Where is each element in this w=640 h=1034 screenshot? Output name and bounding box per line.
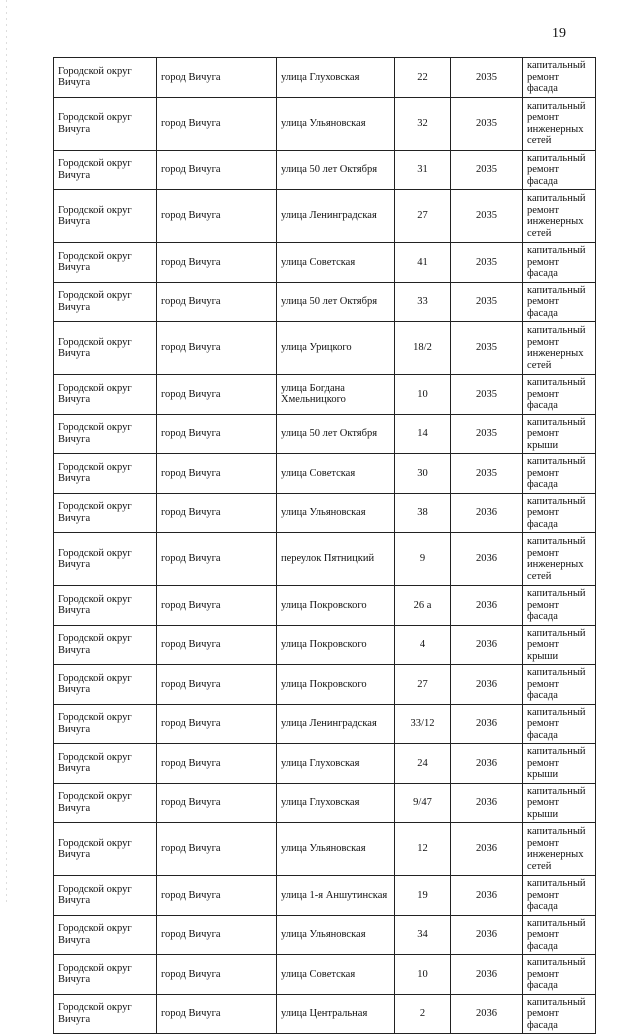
cell-year: 2036	[451, 704, 523, 744]
cell-year: 2036	[451, 744, 523, 784]
cell-work-type: капитальный ремонт фасада	[523, 58, 596, 98]
cell-settlement: город Вичуга	[157, 533, 277, 586]
cell-street: улица Глуховская	[277, 744, 395, 784]
cell-house-number: 30	[395, 454, 451, 494]
repair-schedule-table	[53, 57, 596, 1034]
cell-municipal-district: Городской округ Вичуга	[54, 744, 157, 784]
cell-year: 2035	[451, 375, 523, 415]
table-row	[54, 414, 596, 454]
table-row	[54, 823, 596, 876]
cell-house-number: 4	[395, 625, 451, 665]
table-row	[54, 454, 596, 494]
cell-municipal-district: Городской округ Вичуга	[54, 994, 157, 1034]
cell-year: 2036	[451, 625, 523, 665]
cell-house-number: 18/2	[395, 322, 451, 375]
cell-settlement: город Вичуга	[157, 97, 277, 150]
cell-year: 2036	[451, 533, 523, 586]
table-row	[54, 994, 596, 1034]
cell-work-type: капитальный ремонт фасада	[523, 243, 596, 283]
cell-settlement: город Вичуга	[157, 823, 277, 876]
cell-street: улица Советская	[277, 243, 395, 283]
table-row	[54, 783, 596, 823]
cell-work-type: капитальный ремонт фасада	[523, 375, 596, 415]
cell-house-number: 33	[395, 282, 451, 322]
cell-house-number: 33/12	[395, 704, 451, 744]
cell-street: улица 50 лет Октября	[277, 414, 395, 454]
table-row	[54, 375, 596, 415]
cell-year: 2036	[451, 876, 523, 916]
table-row	[54, 322, 596, 375]
cell-settlement: город Вичуга	[157, 282, 277, 322]
cell-street: улица Ленинградская	[277, 190, 395, 243]
cell-settlement: город Вичуга	[157, 955, 277, 995]
table-row	[54, 665, 596, 705]
cell-work-type: капитальный ремонт фасада	[523, 915, 596, 955]
cell-year: 2035	[451, 150, 523, 190]
cell-year: 2036	[451, 586, 523, 626]
table-row	[54, 744, 596, 784]
cell-street: улица Глуховская	[277, 783, 395, 823]
cell-work-type: капитальный ремонт инженерных сетей	[523, 823, 596, 876]
cell-house-number: 27	[395, 190, 451, 243]
cell-street: улица Ленинградская	[277, 704, 395, 744]
cell-work-type: капитальный ремонт фасада	[523, 955, 596, 995]
cell-settlement: город Вичуга	[157, 665, 277, 705]
cell-municipal-district: Городской округ Вичуга	[54, 704, 157, 744]
cell-house-number: 27	[395, 665, 451, 705]
cell-year: 2036	[451, 994, 523, 1034]
cell-work-type: капитальный ремонт фасада	[523, 454, 596, 494]
cell-year: 2035	[451, 322, 523, 375]
cell-work-type: капитальный ремонт крыши	[523, 625, 596, 665]
cell-street: улица 50 лет Октября	[277, 282, 395, 322]
cell-year: 2035	[451, 414, 523, 454]
cell-work-type: капитальный ремонт фасада	[523, 586, 596, 626]
cell-work-type: капитальный ремонт фасада	[523, 665, 596, 705]
cell-house-number: 26 а	[395, 586, 451, 626]
cell-house-number: 31	[395, 150, 451, 190]
cell-settlement: город Вичуга	[157, 625, 277, 665]
cell-house-number: 9/47	[395, 783, 451, 823]
cell-work-type: капитальный ремонт крыши	[523, 414, 596, 454]
cell-year: 2035	[451, 97, 523, 150]
table-row	[54, 586, 596, 626]
cell-municipal-district: Городской округ Вичуга	[54, 783, 157, 823]
cell-work-type: капитальный ремонт инженерных сетей	[523, 190, 596, 243]
cell-municipal-district: Городской округ Вичуга	[54, 97, 157, 150]
cell-year: 2035	[451, 58, 523, 98]
cell-work-type: капитальный ремонт фасада	[523, 876, 596, 916]
cell-settlement: город Вичуга	[157, 994, 277, 1034]
table-row	[54, 533, 596, 586]
cell-municipal-district: Городской округ Вичуга	[54, 150, 157, 190]
cell-street: улица 1-я Аншутинская	[277, 876, 395, 916]
cell-house-number: 10	[395, 955, 451, 995]
cell-municipal-district: Городской округ Вичуга	[54, 625, 157, 665]
cell-work-type: капитальный ремонт инженерных сетей	[523, 533, 596, 586]
cell-year: 2035	[451, 190, 523, 243]
cell-municipal-district: Городской округ Вичуга	[54, 955, 157, 995]
table-row	[54, 243, 596, 283]
cell-street: улица Ульяновская	[277, 493, 395, 533]
cell-street: улица Глуховская	[277, 58, 395, 98]
table-row	[54, 955, 596, 995]
cell-municipal-district: Городской округ Вичуга	[54, 493, 157, 533]
cell-work-type: капитальный ремонт фасада	[523, 493, 596, 533]
cell-municipal-district: Городской округ Вичуга	[54, 586, 157, 626]
table-row	[54, 150, 596, 190]
cell-work-type: капитальный ремонт фасада	[523, 150, 596, 190]
cell-street: улица Ульяновская	[277, 823, 395, 876]
cell-house-number: 38	[395, 493, 451, 533]
cell-house-number: 10	[395, 375, 451, 415]
cell-municipal-district: Городской округ Вичуга	[54, 665, 157, 705]
cell-settlement: город Вичуга	[157, 454, 277, 494]
cell-work-type: капитальный ремонт крыши	[523, 744, 596, 784]
cell-municipal-district: Городской округ Вичуга	[54, 823, 157, 876]
cell-settlement: город Вичуга	[157, 150, 277, 190]
cell-settlement: город Вичуга	[157, 322, 277, 375]
cell-municipal-district: Городской округ Вичуга	[54, 533, 157, 586]
cell-settlement: город Вичуга	[157, 915, 277, 955]
cell-year: 2035	[451, 454, 523, 494]
cell-work-type: капитальный ремонт фасада	[523, 282, 596, 322]
cell-settlement: город Вичуга	[157, 493, 277, 533]
table-row	[54, 915, 596, 955]
cell-house-number: 22	[395, 58, 451, 98]
table-row	[54, 58, 596, 98]
cell-street: улица Богдана Хмельницкого	[277, 375, 395, 415]
cell-house-number: 19	[395, 876, 451, 916]
table-row	[54, 97, 596, 150]
cell-municipal-district: Городской округ Вичуга	[54, 414, 157, 454]
cell-street: улица Покровского	[277, 665, 395, 705]
table-row	[54, 704, 596, 744]
table-row	[54, 876, 596, 916]
cell-settlement: город Вичуга	[157, 190, 277, 243]
cell-settlement: город Вичуга	[157, 375, 277, 415]
cell-house-number: 2	[395, 994, 451, 1034]
cell-settlement: город Вичуга	[157, 243, 277, 283]
cell-street: улица Ульяновская	[277, 97, 395, 150]
cell-municipal-district: Городской округ Вичуга	[54, 243, 157, 283]
page-number: 19	[552, 26, 566, 41]
cell-year: 2036	[451, 665, 523, 705]
cell-year: 2036	[451, 783, 523, 823]
cell-year: 2036	[451, 823, 523, 876]
table-row	[54, 190, 596, 243]
cell-house-number: 14	[395, 414, 451, 454]
cell-year: 2036	[451, 955, 523, 995]
table-body	[54, 58, 596, 1034]
cell-street: переулок Пятницкий	[277, 533, 395, 586]
cell-house-number: 9	[395, 533, 451, 586]
cell-settlement: город Вичуга	[157, 58, 277, 98]
cell-work-type: капитальный ремонт крыши	[523, 783, 596, 823]
scan-edge-mark	[6, 0, 7, 905]
cell-settlement: город Вичуга	[157, 876, 277, 916]
table-row	[54, 625, 596, 665]
cell-street: улица Советская	[277, 955, 395, 995]
cell-year: 2035	[451, 243, 523, 283]
cell-work-type: капитальный ремонт фасада	[523, 994, 596, 1034]
cell-settlement: город Вичуга	[157, 783, 277, 823]
cell-municipal-district: Городской округ Вичуга	[54, 876, 157, 916]
cell-street: улица Урицкого	[277, 322, 395, 375]
cell-municipal-district: Городской округ Вичуга	[54, 282, 157, 322]
cell-house-number: 41	[395, 243, 451, 283]
cell-settlement: город Вичуга	[157, 704, 277, 744]
cell-street: улица Центральная	[277, 994, 395, 1034]
cell-municipal-district: Городской округ Вичуга	[54, 454, 157, 494]
cell-street: улица Ульяновская	[277, 915, 395, 955]
cell-street: улица 50 лет Октября	[277, 150, 395, 190]
cell-work-type: капитальный ремонт инженерных сетей	[523, 322, 596, 375]
cell-municipal-district: Городской округ Вичуга	[54, 375, 157, 415]
table-row	[54, 282, 596, 322]
cell-house-number: 32	[395, 97, 451, 150]
cell-municipal-district: Городской округ Вичуга	[54, 322, 157, 375]
cell-municipal-district: Городской округ Вичуга	[54, 190, 157, 243]
cell-street: улица Покровского	[277, 586, 395, 626]
cell-year: 2035	[451, 282, 523, 322]
cell-year: 2036	[451, 493, 523, 533]
cell-work-type: капитальный ремонт инженерных сетей	[523, 97, 596, 150]
cell-municipal-district: Городской округ Вичуга	[54, 915, 157, 955]
cell-settlement: город Вичуга	[157, 586, 277, 626]
table-row	[54, 493, 596, 533]
cell-settlement: город Вичуга	[157, 414, 277, 454]
cell-municipal-district: Городской округ Вичуга	[54, 58, 157, 98]
cell-street: улица Советская	[277, 454, 395, 494]
cell-house-number: 24	[395, 744, 451, 784]
cell-house-number: 12	[395, 823, 451, 876]
cell-settlement: город Вичуга	[157, 744, 277, 784]
cell-work-type: капитальный ремонт фасада	[523, 704, 596, 744]
cell-house-number: 34	[395, 915, 451, 955]
cell-year: 2036	[451, 915, 523, 955]
cell-street: улица Покровского	[277, 625, 395, 665]
